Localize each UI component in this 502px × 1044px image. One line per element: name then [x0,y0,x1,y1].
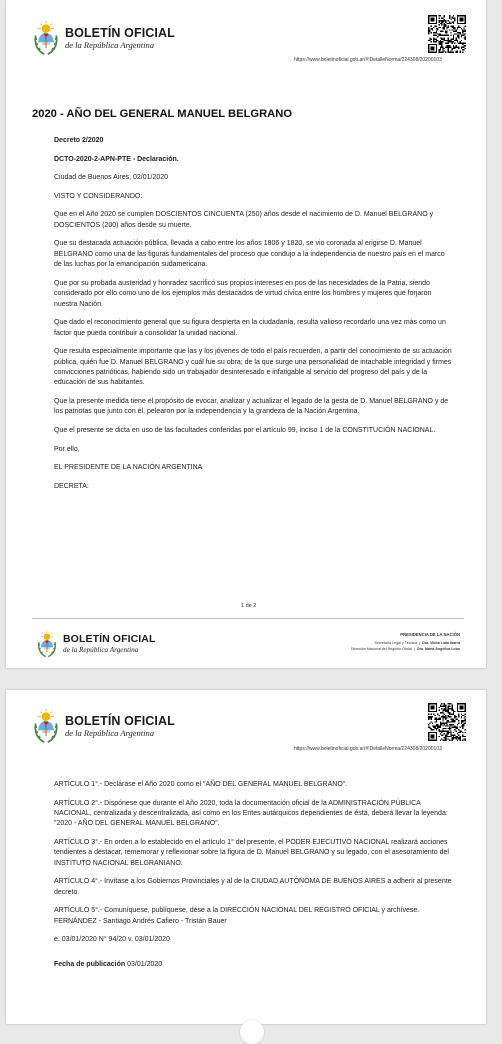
decree-body [54,136,452,500]
footer-logo [36,630,156,658]
header-url: https://www.boletinoficial.gob.ar/#!DetalleNorma/224308/20200103 [294,57,442,63]
article-paragraph: ARTÍCULO 2°.- Dispónese que durante el Año 2020, toda la documentación oficial de la ADMINISTRACIÓN PÚBLICA NACIONAL, centralizada y descentralizada, así como en los Entes autárquicos dependientes de ésta, deberá llevar la leyenda: "2020 - AÑO DEL GENERAL MANUEL BELGRANO". [54,799,448,828]
publication-reference: e. 03/01/2020 N° 94/20 v. 03/01/2020 [54,936,170,944]
paragraph: Que dado el reconocimiento general que su figura despierta en la ciudadanía, resulta valioso recordarlo una vez más como un factor que pueda contribuir a consolidar la unidad nacional. [54,319,446,337]
boletin-logo [32,20,175,56]
coat-of-arms-icon [36,630,58,658]
footer-divider [32,618,464,619]
paragraph: DECRETA: [54,482,89,490]
paragraph: Que la presente medida tiene el propósito de evocar, analizar y actualizar el legado de la gesta de D. Manuel BELGRANO y de los patriotas que junto con él, pelearon por la independencia y la grandeza de la Nación Argentina. [54,398,449,416]
page-number: 1 de 2 [241,603,257,609]
publication-date: 03/01/2020 [127,960,163,968]
paragraph: EL PRESIDENTE DE LA NACIÓN ARGENTINA [54,464,203,472]
footer-role: Dirección Nacional del Registro Oficial [350,647,413,651]
logo-title: BOLETÍN OFICIAL [65,713,175,728]
publication-label: Fecha de publicación [54,960,126,968]
paragraph: Que por su probada austeridad y honradez sacrificó sus propios intereses en pos de las necesidades de la Patria, siendo considerado por ello como uno de los ejemplos más destacados de virtud cívica entre los hombres y mujeres que forjaron nuestra Nación. [54,279,432,308]
paragraph: Por ello, [54,445,80,453]
footer-credits: PRESIDENCIA DE LA NACIÓN Secretaría Legal y Técnica | Dra. Vilma Lidia Ibarra Dirección Nacional del Registro Oficial | Dra. María Angélica Lobo [350,632,460,651]
paragraph: Que resulta especialmente importante que las y los jóvenes de todo el país recuerden, a partir del conocimiento de su actuación pública, quién fue D. Manuel BELGRANO y cuál fue su obra; de la que surge una personalidad de intachable integridad y firmes convicciones patrióticas, habiendo sido un trabajador desinteresado e infatigable al servicio del progreso del país y de la educación de sus habitantes. [54,348,452,387]
logo-title: BOLETÍN OFICIAL [65,25,175,40]
qr-code-icon [428,15,466,53]
page-title: 2020 - AÑO DEL GENERAL MANUEL BELGRANO [32,108,293,120]
article-paragraph: ARTÍCULO 5°.- Comuníquese, publíquese, dése a la DIRECCIÓN NACIONAL DEL REGISTRO OFICIAL y archívese. FERNÁNDEZ - Santiago Andrés Cafiero - Tristán Bauer [54,907,420,925]
footer-name: Dra. María Angélica Lobo [416,647,460,651]
qr-code-icon [428,703,466,741]
place-date: Ciudad de Buenos Aires, 02/01/2020 [54,174,169,182]
paragraph: Que su destacada actuación pública, llevada a cabo entre los años 1806 y 1820, se vio coronada al erigirse D. Manuel BELGRANO como una de las figuras fundamentales del proceso que condujo a la independencia de nuestro país en el marco de las luchas por la emancipación sudamericana. [54,240,445,269]
coat-of-arms-icon [32,20,60,56]
logo-title: BOLETÍN OFICIAL [63,633,156,646]
decree-number: Decreto 2/2020 [54,137,104,144]
document-page-1 [6,0,486,668]
document-page-2 [6,690,486,1024]
footer-name: Dra. Vilma Lidia Ibarra [422,641,460,645]
boletin-logo [32,708,175,744]
logo-subtitle: de la República Argentina [65,728,154,738]
coat-of-arms-icon [32,708,60,744]
visto-heading: VISTO Y CONSIDERANDO: [54,192,143,200]
presidencia-label: PRESIDENCIA DE LA NACIÓN [400,632,460,637]
paragraph: Que en el Año 2020 se cumplen DOSCIENTOS CINCUENTA (250) años desde el nacimiento de D. Manuel BELGRANO y DOSCIENTOS (200) años desde su muerte. [54,211,434,229]
article-paragraph: ARTÍCULO 1°.- Declárase el Año 2020 como el "AÑO DEL GENERAL MANUEL BELGRANO". [54,781,348,788]
article-paragraph: ARTÍCULO 4°.- Invítase a los Gobiernos Provinciales y al de la CIUDAD AUTÓNOMA DE BUENOS AIRES a adherir al presente decreto. [54,878,452,896]
logo-subtitle: de la República Argentina [63,645,139,654]
decree-articles [54,780,452,978]
logo-subtitle: de la República Argentina [65,40,154,50]
paragraph: Que el presente se dicta en uso de las facultades conferidas por el artículo 99, inciso 1 de la CONSTITUCIÓN NACIONAL. [54,427,436,434]
decree-code: DCTO-2020-2-APN-PTE - Declaración. [54,155,179,163]
article-paragraph: ARTÍCULO 3°.- En orden a lo establecido en el artículo 1° del presente, el PODER EJECUTIVO NACIONAL realizará acciones tendientes a destacar, rememorar y reflexionar sobre la figura de D. Manuel BELGRANO y su legado, con el asesoramiento del INSTITUTO NACIONAL BELGRANIANO. [54,839,449,867]
footer-role: Secretaría Legal y Técnica [374,641,418,645]
header-url: https://www.boletinoficial.gob.ar/#!DetalleNorma/224308/20200103 [294,746,442,752]
